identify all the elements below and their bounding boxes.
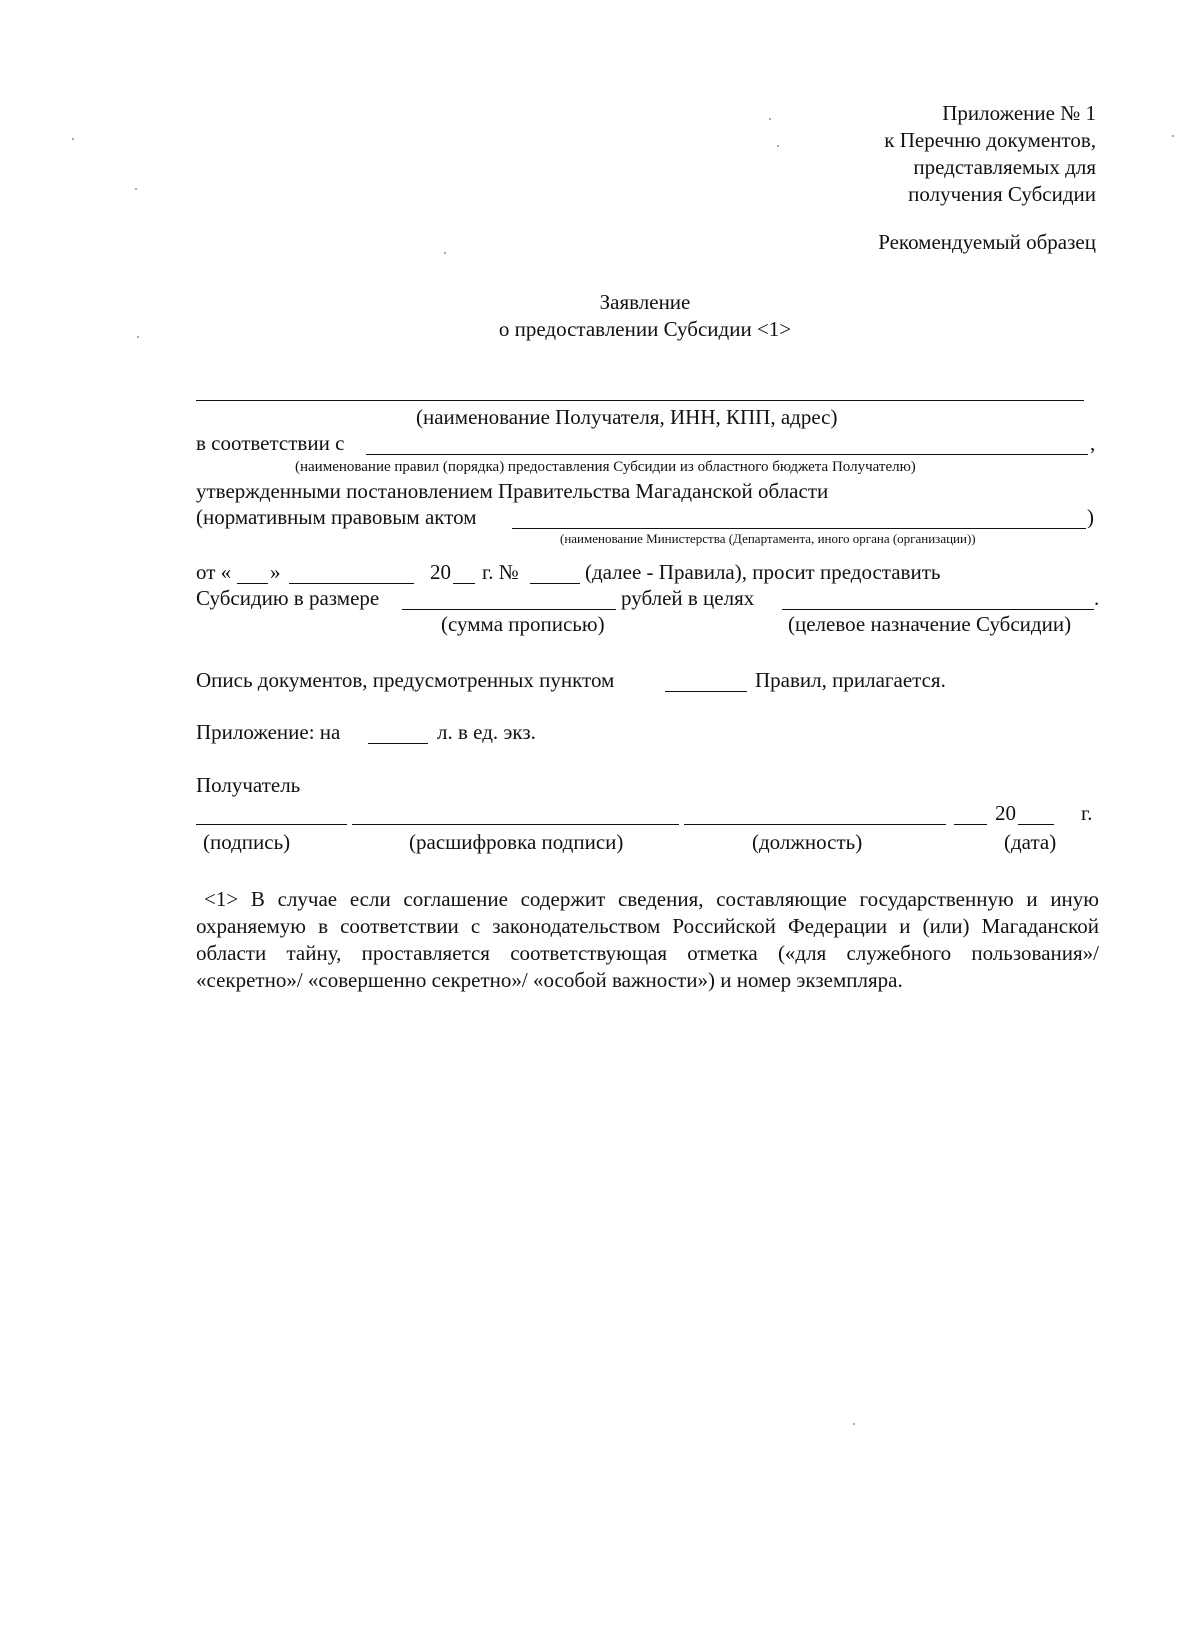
- title-line-2: о предоставлении Субсидии <1>: [498, 317, 792, 341]
- signature-caption: (подпись): [203, 830, 291, 854]
- purpose-fill-line: [782, 609, 1094, 610]
- subsidy-amount-label: Субсидию в размере: [196, 586, 380, 610]
- appendix-line-3: представляемых для: [913, 155, 1096, 179]
- amount-caption: (сумма прописью): [441, 612, 605, 636]
- decoding-caption: (расшифровка подписи): [409, 830, 624, 854]
- recipient-fill-line: [196, 400, 1084, 401]
- year-20: 20: [430, 560, 451, 584]
- recipient-caption: (наименование Получателя, ИНН, КПП, адрес): [416, 405, 838, 429]
- position-fill-line: [684, 824, 946, 825]
- signature-year-g: г.: [1081, 801, 1093, 825]
- month-fill-line: [289, 583, 414, 584]
- date-day-fill-line: [954, 824, 987, 825]
- inventory-end: Правил, прилагается.: [755, 668, 946, 692]
- year-fill-line: [453, 583, 475, 584]
- rules-fill-line: [366, 454, 1088, 455]
- scan-speck: [1172, 135, 1174, 137]
- ministry-fill-line: [512, 528, 1086, 529]
- inventory-start: Опись документов, предусмотренных пунктом: [196, 668, 615, 692]
- signature-year-20: 20: [995, 801, 1016, 825]
- approved-text: утвержденными постановлением Правительства Магаданской области: [196, 479, 829, 503]
- comma: ,: [1090, 431, 1096, 455]
- scan-speck: [769, 118, 771, 120]
- rules-caption: (наименование правил (порядка) предоставления Субсидии из областного бюджета Получателю): [295, 459, 916, 475]
- rules-reference: (далее - Правила), просит предоставить: [585, 560, 941, 584]
- purpose-caption: (целевое назначение Субсидии): [788, 612, 1072, 636]
- from-open: от «: [196, 560, 232, 584]
- appendix-line-1: Приложение № 1: [942, 101, 1096, 125]
- day-fill-line: [237, 583, 268, 584]
- legal-act-label: (нормативным правовым актом: [196, 505, 477, 529]
- recipient-label: Получатель: [196, 773, 301, 797]
- from-close: »: [270, 560, 281, 584]
- position-caption: (должность): [752, 830, 863, 854]
- footnote-text: <1> В случае если соглашение содержит сведения, составляющие государственную и иную охраняемую в соответствии с законодательством Российской Федерации и (или) Магаданской области тайну, проставляется соответствующая отметка («для служебного пользования»/ «секретно»/ «совершенно секретно»/ «особой важности») и номер экземпляра.: [196, 887, 1099, 992]
- in-accordance-label: в соответствии с: [196, 431, 345, 455]
- appendix-line-2: к Перечню документов,: [884, 128, 1096, 152]
- sheets-fill-line: [368, 743, 428, 744]
- recommended-sample: Рекомендуемый образец: [878, 230, 1096, 254]
- date-year-fill-line: [1018, 824, 1054, 825]
- title-line-1: Заявление: [599, 290, 691, 314]
- close-paren: ): [1087, 505, 1094, 529]
- document-title: [400, 289, 890, 343]
- attachment-end: л. в ед. экз.: [437, 720, 536, 744]
- scan-speck: [444, 252, 446, 254]
- period: .: [1094, 586, 1100, 610]
- scan-speck: [137, 336, 139, 338]
- clause-fill-line: [665, 691, 747, 692]
- scan-speck: [72, 138, 74, 140]
- scan-speck: [853, 1423, 855, 1425]
- scan-speck: [777, 145, 779, 147]
- year-g-no: г. №: [482, 560, 519, 584]
- scan-speck: [135, 188, 137, 190]
- date-caption: (дата): [1004, 830, 1057, 854]
- footnote: [196, 886, 1099, 994]
- ministry-caption: (наименование Министерства (Департамента, иного органа (организации)): [560, 531, 976, 546]
- amount-fill-line: [402, 609, 616, 610]
- number-fill-line: [530, 583, 580, 584]
- appendix-heading: [884, 100, 1096, 208]
- signature-fill-line: [196, 824, 347, 825]
- attachment-start: Приложение: на: [196, 720, 341, 744]
- decoding-fill-line: [352, 824, 679, 825]
- rubles-purpose-label: рублей в целях: [621, 586, 755, 610]
- appendix-line-4: получения Субсидии: [908, 182, 1096, 206]
